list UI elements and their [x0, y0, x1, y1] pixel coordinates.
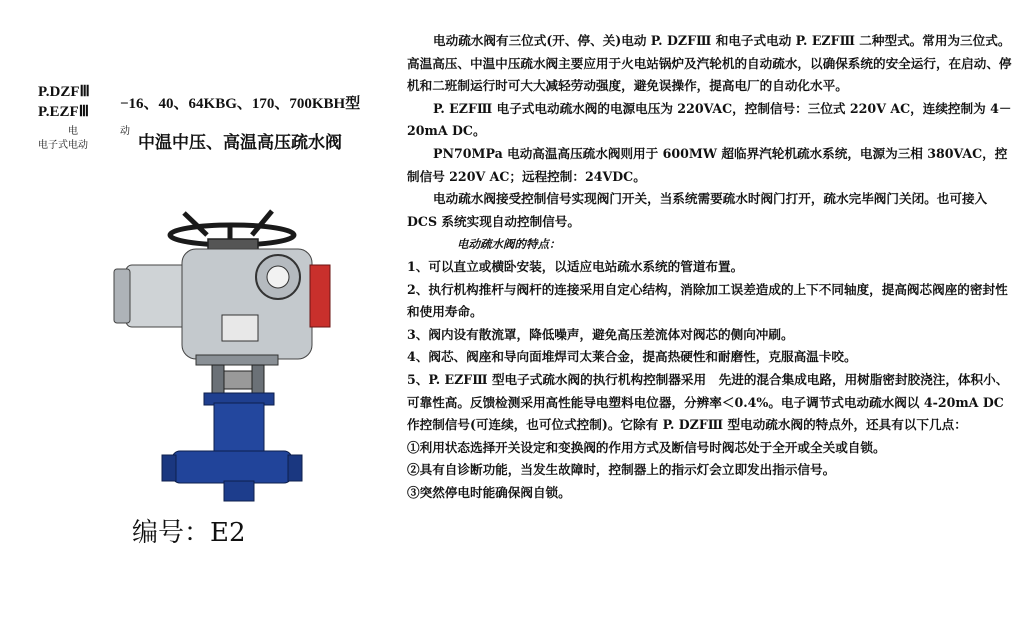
description-paragraph: PN70MPa 电动高温高压疏水阀则用于 600MW 超临界汽轮机疏水系统，电源为三相 380VAC，控制信号 220V AC；远程控制：24VDC。 — [407, 145, 1008, 184]
model-line-1: P.DZFⅢ — [38, 84, 90, 100]
extra-feature-item: ①利用状态选择开关设定和变换阀的作用方式及断信号时阀芯处于全开或全关或自锁。 — [407, 439, 886, 455]
extra-feature-item: ③突然停电时能确保阀自锁。 — [407, 484, 571, 500]
description-paragraph: 电动疏水阀有三位式(开、停、关)电动 P. DZFⅢ 和电子式电动 P. EZFⅢ 二种型式。常用为三位式。高温高压、中温中压疏水阀主要应用于火电站锅炉及汽轮机的自动疏水，以确保系统的安全运行，在启动、停机和二班制运行时可大大减轻劳动强度，避免误操作，提高电厂的自动化水平。 — [407, 33, 1012, 94]
model-designation — [38, 84, 361, 121]
description-paragraph: 电动疏水阀接受控制信号实现阀门开关，当系统需要疏水时阀门打开，疏水完毕阀门关闭。也可接入 DCS 系统实现自动控制信号。 — [407, 191, 988, 229]
valve-product-image — [112, 205, 352, 510]
subtitle-small-a: 电 — [68, 126, 78, 137]
product-panel — [0, 0, 400, 640]
subtitle-small-b: 动 — [120, 126, 130, 137]
description-panel — [407, 30, 1017, 504]
features-heading: 电动疏水阀的特点： — [457, 237, 561, 252]
subtitle-main: 中温中压、高温高压疏水阀 — [138, 133, 342, 153]
feature-item: 1、可以直立或横卧安装，以适应电站疏水系统的管道布置。 — [407, 258, 744, 274]
feature-item: 2、执行机构推杆与阀杆的连接采用自定心结构，消除加工误差造成的上下不同轴度，提高阀芯阀座的密封性和使用寿命。 — [407, 281, 1008, 320]
model-line-2: P.EZFⅢ — [38, 104, 90, 120]
extra-feature-item: ②具有自诊断功能，当发生故障时，控制器上的指示灯会立即发出指示信号。 — [407, 462, 836, 478]
subtitle-small-bottom: 电子式电动 — [38, 140, 88, 151]
model-suffix: −16、40、64KBG、170、700KBH型 — [120, 96, 361, 112]
feature-item: 3、阀内设有散流罩，降低噪声，避免高压差流体对阀芯的侧向冲刷。 — [407, 326, 794, 342]
description-paragraph: P. EZFⅢ 电子式电动疏水阀的电源电压为 220VAC，控制信号：三位式 220V AC，连续控制为 4－20mA DC。 — [407, 100, 1012, 139]
feature-item: 4、阀芯、阀座和导向面堆焊司太莱合金，提高热硬性和耐磨性，克服高温卡咬。 — [407, 349, 857, 365]
product-code: 编号：E2 — [132, 518, 246, 548]
feature-item: 5、P. EZFⅢ 型电子式疏水阀的执行机构控制器采用 先进的混合集成电路，用树脂密封胶浇注，体积小、可靠性高。反馈检测采用高性能导电塑料电位器，分辨率＜0.4%。电子调节式电动疏水阀以 4-20mA DC 作控制信号(可连续，也可位式控制)。它除有 P. DZFⅢ 型电动疏水阀的特点外，还具有以下几点： — [407, 371, 1009, 433]
